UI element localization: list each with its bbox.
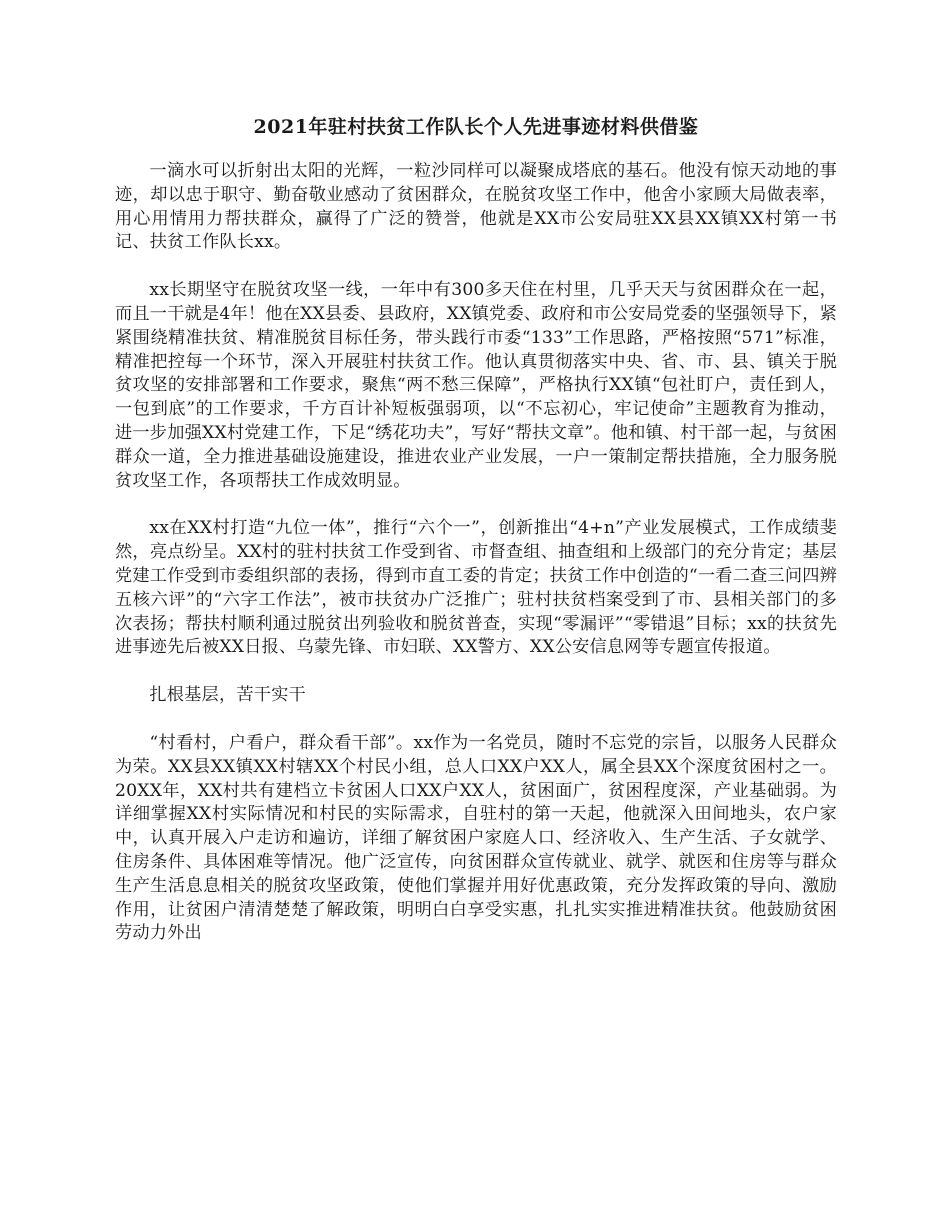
section-heading: 扎根基层，苦干实干 <box>149 685 306 706</box>
document-title: 2021年驻村扶贫工作队长个人先进事迹材料供借鉴 <box>253 116 699 138</box>
document-page <box>115 112 837 970</box>
paragraph-grassroots: “村看村，户看户，群众看干部”。xx作为一名党员，随时不忘党的宗旨，以服务人民群众为荣。XX县XX镇XX村辖XX个村民小组，总人口XX户XX人，属全县XX个深度贫困村之一。20XX年，XX村共有建档立卡贫困人口XX户XX人，贫困面广，贫困程度深，产业基础弱。为详细掌握XX村实际情况和村民的实际需求，自驻村的第一天起，他就深入田间地头，农户家中，认真开展入户走访和遍访，详细了解贫困户家庭人口、经济收入、生产生活、子女就学、住房条件、具体困难等情况。他广泛宣传，向贫困群众宣传就业、就学、就医和住房等与群众生产生活息息相关的脱贫攻坚政策，使他们掌握并用好优惠政策，充分发挥政策的导向、激励作用，让贫困户清清楚楚了解政策，明明白白享受实惠，扎扎实实推进精准扶贫。他鼓励贫困劳动力外出 <box>115 732 837 944</box>
paragraph-intro: 一滴水可以折射出太阳的光辉，一粒沙同样可以凝聚成塔底的基石。他没有惊天动地的事迹，却以忠于职守、勤奋敬业感动了贫困群众，在脱贫攻坚工作中，他舍小家顾大局做表率，用心用情用力帮扶群众，赢得了广泛的赞誉，他就是XX市公安局驻XX县XX镇XX村第一书记、扶贫工作队长xx。 <box>115 161 837 253</box>
paragraph-frontline-work: xx长期坚守在脱贫攻坚一线，一年中有300多天住在村里，几乎天天与贫困群众在一起，而且一干就是4年！他在XX县委、县政府，XX镇党委、政府和市公安局党委的坚强领导下，紧紧围绕精准扶贫、精准脱贫目标任务，带头践行市委“133”工作思路，严格按照“571”标准，精准把控每一个环节，深入开展驻村扶贫工作。他认真贯彻落实中央、省、市、县、镇关于脱贫攻坚的安排部署和工作要求，聚焦“两不愁三保障”，严格执行XX镇“包社盯户，责任到人，一包到底”的工作要求，千方百计补短板强弱项，以“不忘初心，牢记使命”主题教育为推动，进一步加强XX村党建工作，下足“绣花功夫”，写好“帮扶文章”。他和镇、村干部一起，与贫困群众一道，全力推进基础设施建设，推进农业产业发展，一户一策制定帮扶措施，全力服务脱贫攻坚工作，各项帮扶工作成效明显。 <box>115 280 837 491</box>
paragraph-achievements: xx在XX村打造“九位一体”，推行“六个一”，创新推出“4+n”产业发展模式，工作成绩斐然，亮点纷呈。XX村的驻村扶贫工作受到省、市督查组、抽查组和上级部门的充分肯定；基层党建工作受到市委组织部的表扬，得到市直工委的肯定；扶贫工作中创造的“一看二查三问四辨五核六评”的“六字工作法”，被市扶贫办广泛推广；驻村扶贫档案受到了市、县相关部门的多次表扬；帮扶村顺利通过脱贫出列验收和脱贫普查，实现“零漏评”“零错退”目标；xx的扶贫先进事迹先后被XX日报、乌蒙先锋、市妇联、XX警方、XX公安信息网等专题宣传报道。 <box>115 518 837 658</box>
